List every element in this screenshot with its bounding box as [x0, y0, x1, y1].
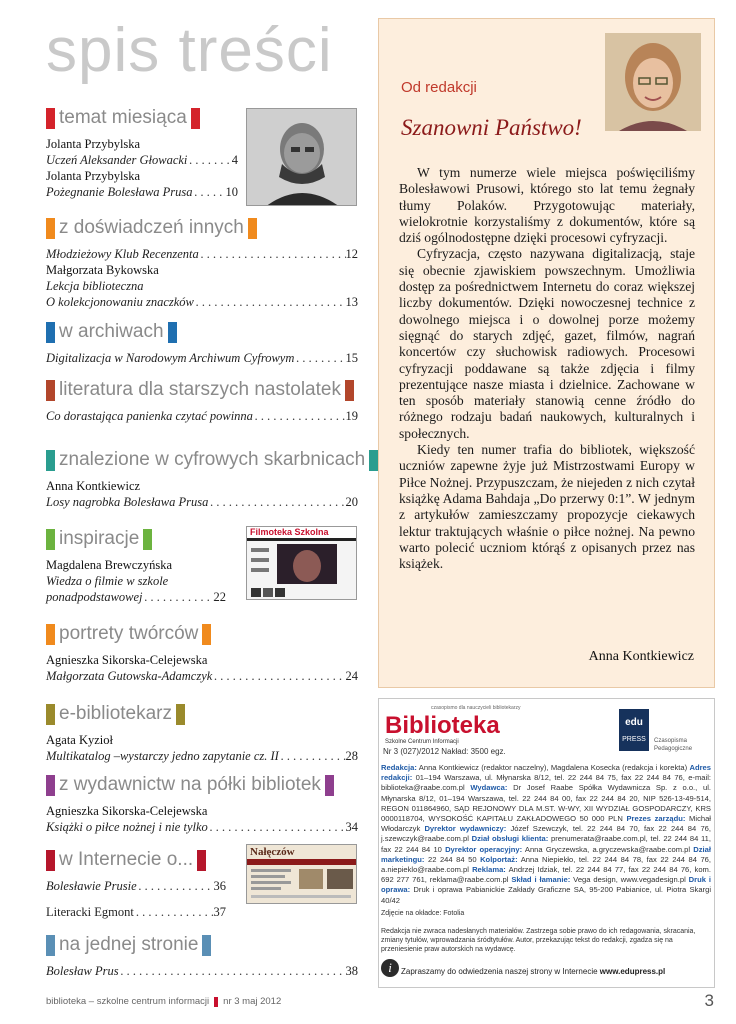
toc-entry[interactable] [46, 963, 358, 979]
section-heading [46, 773, 358, 797]
imprint-label: Wydawca: [470, 783, 508, 793]
toc-title[interactable]: Lekcja biblioteczna [46, 279, 144, 293]
naleczow-logo: Nałęczów [247, 845, 356, 859]
footer-separator [214, 997, 218, 1007]
toc-title: Uczeń Aleksander Głowacki [46, 153, 188, 167]
imprint-label: Dyrektor operacyjny: [445, 844, 523, 854]
section-color-bar [345, 380, 354, 401]
toc-title: Losy nagrobka Bolesława Prusa [46, 495, 209, 509]
edupress-caption: Czasopisma Pedagogiczne [654, 738, 693, 752]
toc-entry[interactable] [46, 184, 238, 200]
toc-section [46, 702, 358, 764]
toc-section [46, 378, 358, 424]
toc-title[interactable]: Wiedza o filmie w szkole [46, 574, 169, 588]
toc-entry[interactable] [46, 589, 226, 605]
prus-portrait-photo [246, 108, 357, 206]
toc-section [46, 773, 358, 835]
dot-leader [134, 904, 214, 920]
dot-leader [194, 294, 346, 310]
toc-section [46, 848, 226, 920]
dot-leader [137, 878, 214, 894]
imprint-label: Reklama: [472, 865, 506, 875]
imprint-value: prenumerata@raabe.com.pl, tel. 22 244 84 11, fax 22 244 84 10 [381, 834, 711, 854]
section-heading-text: inspiracje [59, 528, 140, 549]
toc-page-number: 24 [345, 669, 358, 683]
toc-title: Młodzieżowy Klub Recenzenta [46, 247, 199, 261]
section-heading-text: z doświadczeń innych [59, 217, 244, 238]
imprint-value: Józef Szewczyk, tel. 22 244 84 70, fax 22 244 84 76, j.szewczyk@raabe.com.pl [381, 824, 711, 844]
footer-publication: biblioteka – szkolne centrum informacji [46, 996, 210, 1007]
filmoteka-logo: Filmoteka Szkolna [247, 527, 356, 538]
toc-entry[interactable] [46, 668, 358, 684]
dot-leader [208, 819, 346, 835]
dot-leader [199, 246, 346, 262]
disclaimer: Redakcja nie zwraca nadesłanych materiałów. Zastrzega sobie prawo do ich redagowania, skracania, zmiany tytułów, wprowadzania śródtytułów. Autor, przekazując tekst do redakcji, zgadza się na przeniesienie praw autorskich na wydawcę. [381, 928, 696, 953]
toc-section [46, 527, 226, 605]
toc-entry[interactable] [46, 904, 226, 920]
naleczow-screenshot [246, 844, 357, 904]
imprint-value: Andrzej Idziak, tel. 22 244 84 77, fax 22 244 84 76, kom. 692 277 761, reklama@raabe.com.pl [381, 865, 711, 885]
imprint-label: Prezes zarządu: [626, 814, 686, 824]
section-heading-text: w archiwach [59, 321, 164, 342]
editorial-paragraph: Kiedy ten numer trafia do bibliotek, większość uczniów zapewne żyje już Mistrzostwami Europy w Piłce Nożnej. Przypuszczam, że niejeden z nich czytał książkę Adama Bahdaja „Do przerwy 0:1”. W jednym z artykułów zamieszczamy propozycje ciekawych lektur traktujących właśnie o piłce nożnej. Na pewno warto polecić uczniom którąś z opisanych przez nas książek. [399, 442, 695, 572]
section-color-bar [248, 218, 257, 239]
toc-section [46, 320, 358, 366]
toc-author: Jolanta Przybylska [46, 169, 141, 183]
toc-page-number: 19 [345, 409, 358, 423]
section-color-bar [197, 850, 206, 871]
section-color-bar [46, 775, 55, 796]
imprint-tagline: czasopismo dla nauczycieli bibliotekarzy [431, 705, 521, 711]
page-footer [46, 996, 281, 1007]
section-heading-text: z wydawnictw na półki bibliotek [59, 774, 321, 795]
section-color-bar [46, 218, 55, 239]
toc-entry[interactable] [46, 246, 358, 262]
imprint-value: 22 244 84 50 [424, 854, 481, 864]
toc-author: Agnieszka Sikorska-Celejewska [46, 804, 208, 818]
section-color-bar [202, 624, 211, 645]
toc-entry[interactable] [46, 350, 358, 366]
imprint-label: Redakcja: [381, 763, 417, 772]
website-invite-text: Zapraszamy do odwiedzenia naszej strony w Internecie [401, 967, 600, 976]
toc-author: Anna Kontkiewicz [46, 479, 141, 493]
section-color-bar [176, 704, 185, 725]
page-number: 3 [704, 991, 714, 1010]
toc-title: Bolesławie Prusie [46, 879, 137, 893]
toc-title: Literacki Egmont [46, 905, 134, 919]
editor-photo [605, 33, 701, 131]
website-link[interactable]: www.edupress.pl [599, 967, 666, 976]
toc-page-number: 10 [225, 185, 238, 199]
toc-page-number: 4 [231, 153, 238, 167]
toc-title: Digitalizacja w Narodowym Archiwum Cyfrowym [46, 351, 295, 365]
dot-leader [253, 408, 346, 424]
section-heading [46, 622, 358, 646]
toc-title: ponadpodstawowej [46, 590, 143, 604]
editorial-paragraph: Cyfryzacja, często nazywana digitalizacją, staje się obecnie zjawiskiem powszechnym. Umożliwia dostęp za pośrednictwem Internetu do coraz większej liczby dokumentów. Dzięki nowoczesnej technice z dowolnego miejsca i o dowolnej porze możemy sięgnąć do starych zdjęć, gazet, filmów, nagrań koncertów czy słuchowisk radiowych. Procesowi cyfryzacji poddawane są także zdjęcia i filmy prezentujące nasze miasta i dzielnice. Zachowane w ten sposób materiały stanowią cenne źródło do różnego rodzaju badań naukowych, kulturalnych i społecznych. [399, 246, 695, 441]
toc-entry[interactable] [46, 878, 226, 894]
biblioteka-logo-subtitle: Szkolne Centrum Informacji [385, 739, 459, 745]
editorial-kicker: Od redakcji [401, 79, 477, 96]
section-color-bar [46, 935, 55, 956]
section-color-bar [168, 322, 177, 343]
section-heading [46, 702, 358, 726]
toc-entry[interactable] [46, 152, 238, 168]
toc-page-number: 15 [345, 351, 358, 365]
section-color-bar [46, 529, 55, 550]
section-color-bar [143, 529, 152, 550]
issue-info: Nr 3 (027)/2012 Nakład: 3500 egz. [383, 747, 506, 756]
imprint-label: Dział obsługi klienta: [471, 834, 549, 844]
toc-title: Bolesław Prus [46, 964, 119, 978]
section-color-bar [191, 108, 200, 129]
section-color-bar [325, 775, 334, 796]
toc-author: Agnieszka Sikorska-Celejewska [46, 653, 208, 667]
section-color-bar [46, 850, 55, 871]
dot-leader [279, 748, 346, 764]
info-icon: i [381, 959, 399, 977]
imprint-label: Kolportaż: [480, 854, 518, 864]
imprint-value: Vega design, www.vegadesign.pl [570, 875, 689, 885]
dot-leader [119, 963, 346, 979]
editorial-headline: Szanowni Państwo! [401, 115, 582, 140]
editorial-box [378, 18, 715, 688]
toc-page-number: 22 [213, 590, 226, 604]
imprint-value: Anna Kontkiewicz (redaktor naczelny), Magdalena Kosecka (redakcja i korekta) [416, 763, 690, 772]
imprint-label: Dział marketingu: [381, 844, 711, 864]
editorial-paragraph: W tym numerze wiele miejsca poświęciliśmy Bolesławowi Prusowi, którego sto lat temu żegnały tłumy Polaków. Przygotowując materiały, wielokrotnie korzystaliśmy z dokumentów, które są dziś ogólnodostępne dzięki procesowi cyfryzacji. [399, 165, 695, 246]
toc-author: Magdalena Brewczyńska [46, 558, 172, 572]
toc-page-number: 36 [213, 879, 226, 893]
imprint-label: Adres redakcji: [381, 763, 711, 783]
section-heading-text: na jednej stronie [59, 934, 199, 955]
section-color-bar [202, 935, 211, 956]
toc-page-number: 13 [345, 295, 358, 309]
section-heading [46, 216, 358, 240]
imprint-value: 01–194 Warszawa, ul. Młynarska 8/12, tel. 22 244 84 75, fax 22 244 84 76, e-mail: biblioteka@raabe.com.pl [381, 773, 711, 793]
section-heading [46, 848, 226, 872]
imprint-details [381, 763, 711, 906]
toc-entry[interactable] [46, 748, 358, 764]
section-heading-text: e-bibliotekarz [59, 703, 172, 724]
toc-section [46, 448, 366, 510]
imprint-label: Druk i oprawa: [381, 875, 711, 895]
toc-title: Małgorzata Gutowska-Adamczyk [46, 669, 213, 683]
section-heading [46, 320, 358, 344]
section-color-bar [46, 450, 55, 471]
editorial-signature: Anna Kontkiewicz [588, 649, 694, 664]
section-color-bar [46, 704, 55, 725]
toc-title: Multikatalog –wystarczy jedno zapytanie cz. II [46, 749, 279, 763]
imprint-value: Dr Josef Raabe Spółka Wydawnicza Sp. z o.o., ul. Młynarska 8/12, 01–194 Warszawa, tel. 22 244 84 00, fax 22 244 84 20, NIP 526-13-49-514, REGON 011864960, SĄD REJONOWY DLA M.ST. W-WY, XII WYDZIAŁ GOSPODARCZY, KRS 0000118704, WYSOKOŚĆ KAPITAŁU ZAKŁADOWEGO 50 000 PLN [381, 783, 711, 824]
page-title: spis treści [46, 16, 333, 85]
dot-leader [187, 152, 231, 168]
section-heading-text: portrety twórców [59, 623, 199, 644]
editorial-body [399, 165, 695, 572]
toc-entry[interactable] [46, 408, 358, 424]
toc-page-number: 20 [345, 495, 358, 509]
section-color-bar [46, 380, 55, 401]
section-heading-text: temat miesiąca [59, 107, 187, 128]
imprint-label: Dyrektor wydawniczy: [424, 824, 507, 834]
section-heading [46, 933, 358, 957]
toc-page-number: 37 [213, 905, 226, 919]
website-invite [401, 967, 665, 976]
section-heading [46, 527, 226, 551]
dot-leader [208, 494, 345, 510]
toc-title: Co dorastająca panienka czytać powinna [46, 409, 253, 423]
toc-page-number: 34 [345, 820, 358, 834]
dot-leader [143, 589, 214, 605]
section-color-bar [46, 322, 55, 343]
section-color-bar [46, 108, 55, 129]
imprint-value: Michał Włodarczyk [381, 814, 711, 834]
toc-author: Agata Kyzioł [46, 733, 113, 747]
section-heading-text: literatura dla starszych nastolatek [59, 379, 341, 400]
toc-entry[interactable] [46, 294, 358, 310]
biblioteka-logo: Biblioteka [381, 713, 504, 739]
photo-credit: Zdjęcie na okładce: Fotolia [381, 910, 465, 917]
toc-page-number: 28 [345, 749, 358, 763]
toc-section [46, 933, 358, 979]
footer-issue: nr 3 maj 2012 [223, 996, 282, 1007]
edupress-logo [619, 709, 649, 751]
toc-section [46, 216, 358, 310]
toc-page-number: 38 [345, 964, 358, 978]
toc-entry[interactable] [46, 819, 358, 835]
imprint-value: Anna Niepiekło, tel. 22 244 84 78, fax 22 244 84 76, a.niepieklo@raabe.com.pl [381, 854, 711, 875]
section-heading-text: znalezione w cyfrowych skarbnicach [59, 449, 366, 470]
imprint-value: Anna Gryczewska, a.gryczewska@raabe.com.pl [522, 844, 694, 854]
section-heading [46, 106, 238, 130]
toc-author: Jolanta Przybylska [46, 137, 141, 151]
toc-title: Pożegnanie Bolesława Prusa [46, 185, 193, 199]
toc-title: Książki o piłce nożnej i nie tylko [46, 820, 208, 834]
section-color-bar [46, 624, 55, 645]
filmoteka-screenshot [246, 526, 357, 600]
section-color-bar [369, 450, 378, 471]
toc-section [46, 622, 358, 684]
toc-title: O kolekcjonowaniu znaczków [46, 295, 194, 309]
imprint-label: Skład i łamanie: [511, 875, 571, 885]
toc-entry[interactable] [46, 494, 358, 510]
edupress-logo-bottom: PRESS [622, 736, 646, 743]
imprint-value: Druk i oprawa Pabianickie Zakłady Graficzne SA, 95-200 Pabianice, ul. Piotra Skargi 40/42 [381, 885, 711, 905]
dot-leader [212, 668, 345, 684]
toc-section [46, 106, 238, 200]
toc-author: Małgorzata Bykowska [46, 263, 159, 277]
toc-page-number: 12 [345, 247, 358, 261]
imprint-box [378, 698, 715, 988]
dot-leader [294, 350, 345, 366]
edupress-logo-top: edu [625, 717, 643, 728]
section-heading [46, 378, 358, 402]
dot-leader [193, 184, 226, 200]
section-heading [46, 448, 366, 472]
section-heading-text: w Internecie o... [59, 849, 194, 870]
